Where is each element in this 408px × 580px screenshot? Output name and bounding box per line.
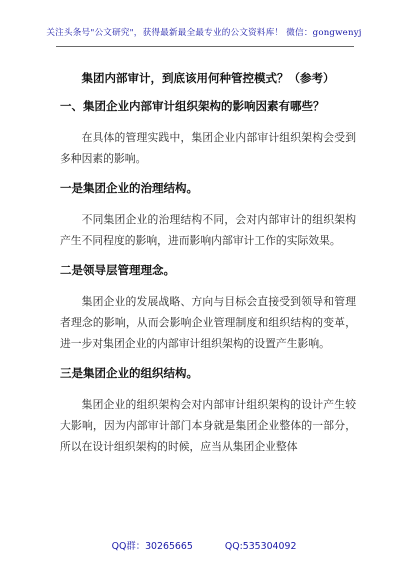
- document-body: [60, 70, 356, 468]
- paragraph: 集团企业的发展战略、方向与目标会直接受到领导和管理者理念的影响，从而会影响企业管理制度和组织结构的变革，进一步对集团企业的内部审计组织架构的设置产生影响。: [60, 295, 356, 350]
- footer-qq-contact: QQ:535304092: [224, 541, 297, 552]
- footer-contact: [0, 538, 408, 552]
- document-title: 集团内部审计，到底该用何种管控模式？（参考）: [81, 71, 335, 85]
- footer-qq-group: QQ群：30265665: [111, 541, 193, 552]
- paragraph: 不同集团企业的治理结构不同，会对内部审计的组织架构产生不同程度的影响，进而影响内部审计工作的实际效果。: [60, 213, 356, 247]
- section-heading: 一、集团企业内部审计组织架构的影响因素有哪些？: [60, 99, 325, 113]
- paragraph: 在具体的管理实践中，集团企业内部审计组织架构会受到多种因素的影响。: [60, 131, 356, 165]
- header-divider: [56, 46, 354, 47]
- section-heading: 三是集团企业的组织结构。: [60, 366, 198, 380]
- paragraph: 集团企业的组织架构会对内部审计组织架构的设计产生较大影响，因为内部审计部门本身就是集团企业整体的一部分，所以在设计组织架构的时候，应当从集团企业整体: [60, 398, 356, 453]
- header-banner: 关注头条号"公文研究"，获得最新最全最专业的公文资料库！ 微信：gongwenyj: [46, 28, 362, 38]
- section-heading: 二是领导层管理理念。: [60, 263, 175, 277]
- section-heading: 一是集团企业的治理结构。: [60, 181, 198, 195]
